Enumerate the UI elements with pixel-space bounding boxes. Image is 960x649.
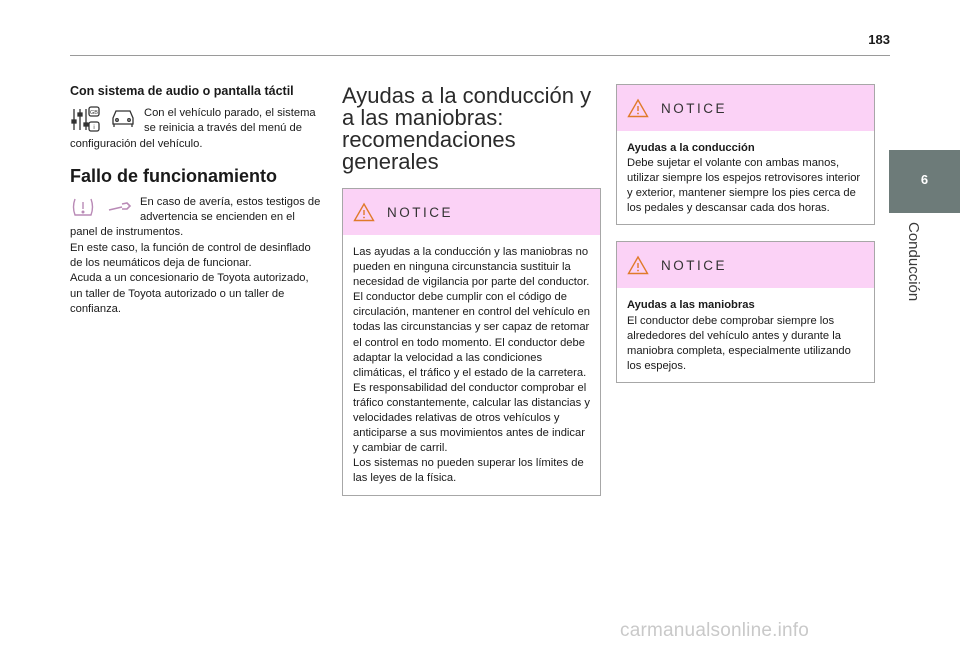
failure-text-1: En caso de avería, estos testigos de advertencia se encienden en el panel de instrumentos. (70, 195, 321, 239)
page-number: 183 (868, 32, 890, 47)
notice-paragraph: Es responsabilidad del conductor comprobar el tráfico constantemente, calcular las distancias y velocidades relativas de otros vehículos y anticiparse a sus movimientos antes de indicar y cambiar de carril. (353, 381, 590, 455)
audio-icons (70, 106, 136, 134)
warning-triangle-icon (627, 255, 649, 275)
notice-text: El conductor debe comprobar siempre los alrededores del vehículo antes y durante la maniobra completa, especialmente utilizando los espejos. (627, 314, 851, 372)
watermark: carmanualsonline.info (620, 620, 810, 641)
audio-heading: Con sistema de audio o pantalla táctil (70, 84, 294, 98)
right-column (616, 84, 875, 383)
section-title: Ayudas a la conducción y a las maniobras: recomendaciones generales (342, 83, 592, 174)
failure-icons (70, 195, 132, 219)
top-rule (70, 55, 890, 56)
failure-heading: Fallo de funcionamiento (70, 165, 278, 186)
notice-text: Debe sujetar el volante con ambas manos, utilizar siempre los espejos retrovisores interior y exterior, mantener siempre los pies cerca de los pedales y descansar cada dos horas. (627, 157, 861, 215)
notice-paragraph: Las ayudas a la conducción y las maniobras no pueden en ninguna circunstancia sustituir la necesidad de vigilancia por parte del conductor. (353, 246, 590, 289)
failure-text-2: En este caso, la función de control de desinflado de los neumáticos deja de funcionar. (70, 241, 311, 270)
chapter-tab-label: Conducción (905, 222, 922, 302)
notice-paragraph: El conductor debe cumplir con el código de circulación, mantener en control del vehículo en todas las circunstancias y ser capaz de retomar el control en todo momento. El conductor debe adaptar la velocidad a las condiciones climáticas, el tráfico y el estado de la carretera. (353, 291, 590, 379)
svg-text:i: i (93, 125, 95, 131)
wrench-icon (106, 195, 132, 219)
chapter-tab[interactable] (889, 150, 960, 213)
notice-label: NOTICE (661, 257, 728, 273)
notice-heading: Ayudas a la conducción (627, 142, 755, 154)
notice-label: NOTICE (387, 204, 454, 220)
notice-header (343, 189, 600, 235)
middle-column (342, 85, 601, 496)
warning-triangle-icon (353, 202, 375, 222)
notice-box-general (342, 188, 601, 496)
left-column (70, 84, 324, 317)
warning-triangle-icon (627, 98, 649, 118)
audio-text: Con el vehículo parado, el sistema se reinicia a través del menú de configuración del vehículo. (70, 107, 316, 150)
notice-box-maneuver-aids (616, 241, 875, 382)
notice-header (617, 85, 874, 131)
chapter-tab-number: 6 (920, 172, 929, 187)
notice-heading: Ayudas a las maniobras (627, 299, 755, 312)
tire-pressure-warning-icon (70, 195, 96, 219)
settings-sliders-icon (70, 106, 100, 134)
vehicle-icon (110, 106, 136, 130)
failure-text-3: Acuda a un concesionario de Toyota autorizado, un taller de Toyota autorizado o un taller de confianza. (70, 272, 309, 315)
notice-paragraph: Los sistemas no pueden superar los límites de las leyes de la física. (353, 457, 584, 485)
notice-box-driving-aids (616, 84, 875, 225)
notice-header (617, 242, 874, 288)
svg-text:GB: GB (90, 110, 98, 116)
notice-label: NOTICE (661, 100, 728, 116)
